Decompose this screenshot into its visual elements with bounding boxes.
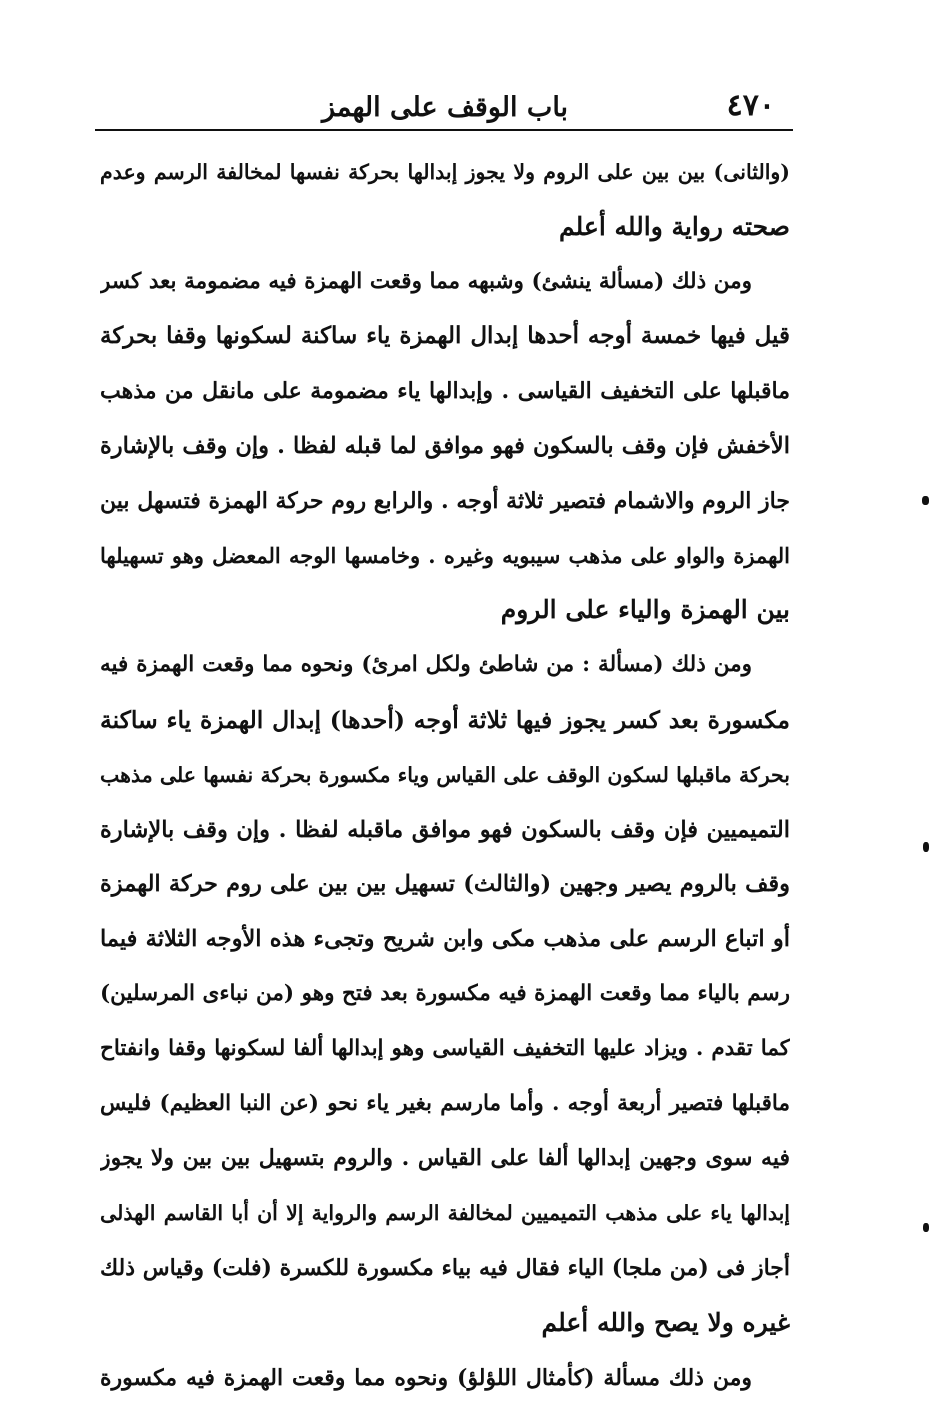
text-line: ومن ذلك (مسألة ينشئ) وشبهه مما وقعت الهمزة فيه مضمومة بعد كسر <box>100 268 752 294</box>
text-line: ومن ذلك (مسألة : من شاطئ ولكل امرئ) ونحوه مما وقعت الهمزة فيه <box>100 652 752 678</box>
text-line: أو اتباع الرسم على مذهب مكى وابن شريح وتجىء هذه الأوجه الثلاثة فيما <box>100 926 790 953</box>
margin-mark <box>923 1223 929 1232</box>
text-line: ومن ذلك مسألة (كأمثال اللؤلؤ) ونحوه مما وقعت الهمزة فيه مكسورة <box>100 1364 752 1391</box>
header-rule <box>95 129 793 131</box>
margin-mark <box>923 842 929 852</box>
text-line: قيل فيها خمسة أوجه أحدها إبدال الهمزة ياء ساكنة لسكونها وقفا بحركة <box>100 322 790 350</box>
text-line: رسم بالياء مما وقعت الهمزة فيه مكسورة بعد فتح وهو (من نباءى المرسلين) <box>100 980 790 1006</box>
body-text <box>100 145 790 1405</box>
text-line: بين الهمزة والياء على الروم <box>500 595 790 625</box>
margin-mark <box>922 496 929 505</box>
running-title: باب الوقف على الهمز <box>321 92 569 123</box>
text-line: وقف بالروم يصير وجهين (والثالث) تسهيل بين بين على روم حركة الهمزة <box>100 871 790 898</box>
text-line: الأخفش فإن وقف بالسكون فهو موافق لما قبله لفظا . وإن وقف بالإشارة <box>100 432 790 459</box>
text-line: التميميين فإن وقف بالسكون فهو موافق ماقبله لفظا . وإن وقف بالإشارة <box>100 816 790 843</box>
text-line: كما تقدم . ويزاد عليها التخفيف القياسى وهو إبدالها ألفا لسكونها وقفا وانفتاح <box>100 1035 790 1061</box>
text-line: فيه سوى وجهين إبدالها ألفا على القياس . والروم بتسهيل بين بين ولا يجوز <box>100 1145 790 1172</box>
page-header <box>95 78 795 128</box>
text-line: جاز الروم والاشمام فتصير ثلاثة أوجه . والرابع روم حركة الهمزة فتسهل بين <box>100 487 790 514</box>
text-line: ماقبلها على التخفيف القياسى . وإبدالها ياء مضمومة على مانقل من مذهب <box>100 378 790 405</box>
text-line: غيره ولا يصح والله أعلم <box>541 1307 790 1337</box>
text-line: (والثانى) بين بين على الروم ولا يجوز إبدالها بحركة نفسها لمخالفة الرسم وعدم <box>100 160 790 184</box>
text-line: مكسورة بعد كسر يجوز فيها ثلاثة أوجه (أحدها) إبدال الهمزة ياء ساكنة <box>100 705 790 734</box>
text-line: ماقبلها فتصير أربعة أوجه . وأما مارسم بغير ياء نحو (عن النبا العظيم) فليس <box>100 1090 790 1116</box>
text-line: بحركة ماقبلها لسكون الوقف على القياس وياء مكسورة بحركة نفسها على مذهب <box>100 762 790 787</box>
text-line: الهمزة والواو على مذهب سيبويه وغيره . وخامسها الوجه المعضل وهو تسهيلها <box>100 542 790 568</box>
text-line: صحته رواية والله أعلم <box>559 211 790 241</box>
text-line: إبدالها ياء على مذهب التميميين لمخالفة الرسم والرواية إلا أن أبا القاسم الهذلى <box>100 1201 790 1226</box>
text-line: أجاز فى (من ملجا) الياء فقال فيه بياء مكسورة للكسرة (فلت) وقياس ذلك <box>100 1254 790 1281</box>
page-number: ٤٧٠ <box>726 88 775 123</box>
